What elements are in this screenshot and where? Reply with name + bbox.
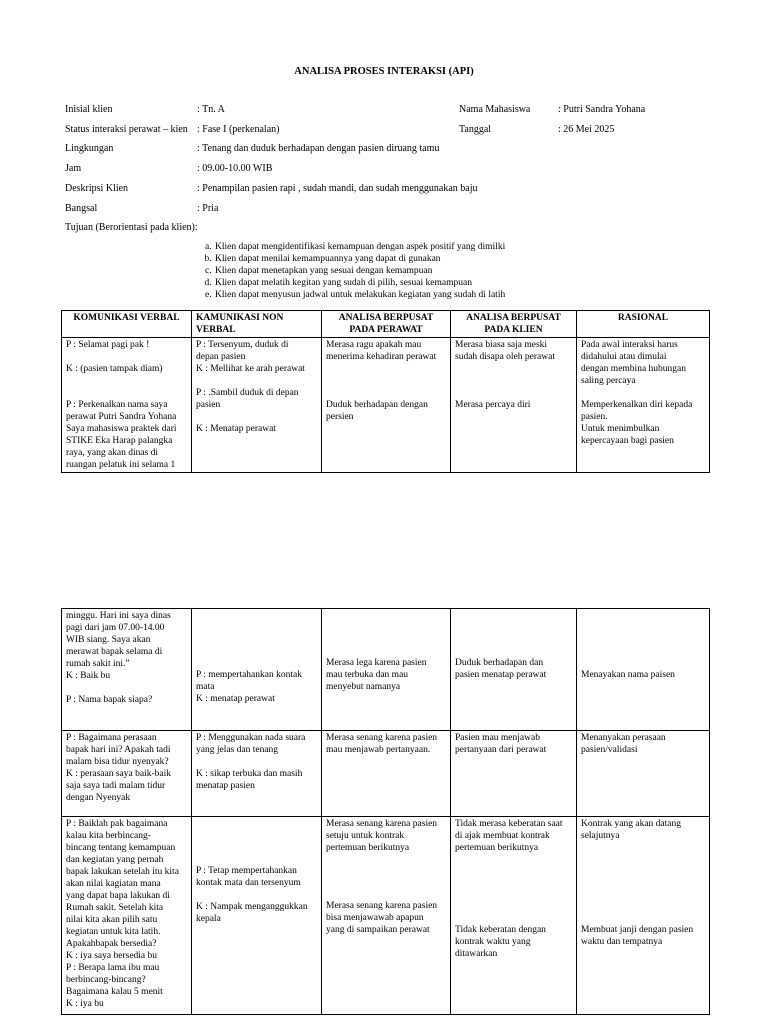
cell-line: pasien. [581,412,608,422]
cell-line: P : Tetap mempertahankan [196,866,297,876]
cell-line: Pasien mau menjawab [455,733,540,743]
cell-line: Merasa senang karena pasien [326,901,438,911]
cell-line: Menayakan nama paisen [581,670,675,680]
cell-line: menerima kehadiran perawat [326,352,437,362]
cell-rasional [577,731,710,817]
cell-line: Bagaimana kalau 5 menit [66,987,163,997]
cell-line [66,682,187,694]
header-nonverbal: KAMUNIKASI NON VERBAL [192,311,322,338]
cell-line: yang di sampaikan perawat [326,925,430,935]
cell-rasional-content [581,669,705,681]
cell-line: K : perasaan saya baik-baik [66,769,171,779]
cell-nonverbal [192,731,322,817]
cell-line: menyebut namanya [326,682,401,692]
cell-line: Duduk berhadapan dengan [326,400,428,410]
cell-line [455,387,572,399]
cell-analisa-perawat [322,817,451,1015]
cell-analisa-perawat [322,338,451,473]
table-row [62,338,710,473]
header-verbal: KOMUNIKASI VERBAL [62,311,192,338]
cell-verbal [62,731,192,817]
goal-item: e. Klien dapat menyusun jadwal untuk melakukan kegiatan yang sudah di latih [214,289,505,301]
cell-line: P : Berapa lama ibu mau [66,963,160,973]
info-value: : Fase I (perkenalan) [197,124,280,135]
cell-analisa-klien-top [455,818,572,854]
cell-line: K : (pasien tampak diam) [66,364,163,374]
cell-line: P : Perkenalkan nama saya [66,400,168,410]
cell-nonverbal [192,609,322,731]
info-label: Status interaksi perawat – kien [65,124,188,135]
cell-line: K : iya saya bersedia bu [66,951,158,961]
header-analisa-perawat: ANALISA BERPUSAT PADA PERAWAT [322,311,451,338]
cell-rasional [577,817,710,1015]
cell-line: Duduk berhadapan dan [455,658,544,668]
cell-rasional-bottom [581,924,705,948]
cell-line [66,387,187,399]
cell-line: menatap pasien [196,781,255,791]
cell-line: kegiatan untuk kita latih. [66,927,161,937]
info-value: : 26 Mei 2025 [558,124,615,135]
info-value: : Putri Sandra Yohana [558,104,646,115]
cell-line: P : Selamat pagi pak ! [66,340,150,350]
cell-line: merawat bapak selama di [66,647,163,657]
cell-line: dengan Nyenyak [66,793,131,803]
info-value: : Tenang dan duduk berhadapan dengan pasien diruang tamu [197,143,440,154]
page-title: ANALISA PROSES INTERAKSI (API) [294,66,474,77]
cell-line: dan kegiatan yang pernah [66,855,164,865]
cell-verbal [62,609,192,731]
cell-line: P : Menggunakan nada suara [196,733,306,743]
cell-nonverbal [192,817,322,1015]
cell-line: ruangan pelatuk ini selama 1 [66,460,176,470]
goals-list [200,241,505,301]
cell-analisa-klien [451,609,577,731]
cell-line: P : Nama bapak siapa? [66,695,153,705]
cell-line: K : Baik bu [66,671,111,681]
cell-line: P : mempertahankan kontak [196,670,302,680]
cell-line: setuju untuk kontrak [326,831,405,841]
cell-line: P : Tersenyum, duduk di [196,340,289,350]
cell-line: depan pasien [196,352,246,362]
cell-line: Rumah sakit. Setelah kita [66,903,164,913]
cell-line: K : Nampak menganggukkan [196,902,308,912]
cell-line: persien [326,412,354,422]
cell-line: waktu dan tempatnya [581,937,663,947]
cell-line: Saya mahasiswa praktek dari [66,424,177,434]
goals-label: Tujuan (Berorientasi pada klien): [65,222,198,233]
cell-line: K : menatap perawat [196,694,275,704]
cell-line [581,387,705,399]
cell-line: K : Menatap perawat [196,424,276,434]
cell-line: Merasa ragu apakah mau [326,340,422,350]
cell-line: minggu. Hari ini saya dinas [66,611,171,621]
cell-line: pagi dari jam 07.00-14.00 [66,623,165,633]
cell-line: pasien menatap perawat [455,670,547,680]
cell-line: mau terbuka dan mau [326,670,409,680]
header-rasional: RASIONAL [577,311,710,338]
cell-line: selajutnya [581,831,620,841]
cell-analisa-perawat [322,731,451,817]
cell-line: Untuk menimbulkan [581,424,660,434]
cell-analisa-perawat-bottom [326,900,446,936]
cell-line: Merasa percaya diri [455,400,531,410]
cell-rasional [577,609,710,731]
cell-line: pertanyaan dari perawat [455,745,547,755]
cell-line: mau menjawab pertanyaan. [326,745,431,755]
info-label: Jam [65,163,82,174]
cell-rasional-top [581,818,705,842]
info-value: : Tn. A [197,104,225,115]
cell-line: Apakahbapak bersedia? [66,939,157,949]
goal-item: d. Klien dapat melatih kegitan yang sudah di pilih, sesuai kemampuan [214,277,505,289]
cell-line: rumah sakit ini.” [66,659,130,669]
cell-line: Tidak keberatan dengan [455,925,546,935]
cell-line: Tidak merasa keberatan saat [455,819,563,829]
info-label: Lingkungan [65,143,114,154]
goal-item: a. Klien dapat mengidentifikasi kemampuan dengan aspek positif yang dimilki [214,241,505,253]
cell-verbal [62,817,192,1015]
cell-analisa-klien [451,731,577,817]
cell-analisa-klien [451,817,577,1015]
cell-line: pasien [196,400,221,410]
cell-line: Pada awal interaksi harus [581,340,678,350]
cell-verbal [62,338,192,473]
table-header-row [62,311,710,338]
cell-line: Membuat janji dengan pasien [581,925,694,935]
cell-line: nilai kita akan pilih satu [66,915,158,925]
goal-item: c. Klien dapat menetapkan yang sesuai dengan kemampuan [214,265,505,277]
cell-analisa-perawat-content [326,657,446,693]
cell-line: malam bisa tidur nyenyak? [66,757,169,767]
cell-line [196,411,317,423]
cell-line: akan nilai kagiatan mana [66,879,161,889]
cell-line [66,351,187,363]
cell-line [196,889,317,901]
cell-analisa-klien-content [455,657,572,681]
cell-line [196,756,317,768]
cell-line: yang dapat bapa lakukan di [66,891,170,901]
info-value: : Penampilan pasien rapi , sudah mandi, dan sudah menggunakan baju [197,183,478,194]
cell-nonverbal [192,338,322,473]
cell-line [326,375,446,387]
cell-line: sudah disapa oleh perawat [455,352,555,362]
cell-line: pasien/validasi [581,745,638,755]
cell-line: kepercayaan bagi pasien [581,436,674,446]
cell-line [326,363,446,375]
cell-line: dengan membina hubungan [581,364,687,374]
cell-analisa-klien [451,338,577,473]
cell-line: P : Bagaimana perasaan [66,733,157,743]
cell-analisa-klien-bottom [455,924,572,960]
goal-item: b. Klien dapat menilai kemampuannya yang dapat di gunakan [214,253,505,265]
info-label: Deskripsi Klien [65,183,129,194]
cell-line: P : Baiklah pak bagaimana [66,819,168,829]
cell-line: K : Mellihat ke arah perawat [196,364,305,374]
header-analisa-klien: ANALISA BERPUSAT PADA KLIEN [451,311,577,338]
cell-line: kontrak waktu yang [455,937,531,947]
cell-line: bincang tentang kemampuan [66,843,176,853]
cell-line: kontak mata dan tersenyum [196,878,301,888]
info-label: Bangsal [65,203,98,214]
cell-line: kalau kita berbincang- [66,831,151,841]
info-label: Inisial klien [65,104,113,115]
cell-line: Merasa lega karena pasien [326,658,427,668]
cell-analisa-perawat-top [326,818,446,854]
cell-line: bapak hari ini? Apakah tadi [66,745,171,755]
cell-line: yang jelas dan tenang [196,745,279,755]
api-table-part-2 [61,608,710,1015]
cell-line: pertemuan berikutnya [455,843,539,853]
cell-line: ditawarkan [455,949,498,959]
cell-nonverbal-content [196,865,317,925]
table-row [62,609,710,731]
info-value: : Pria [197,203,219,214]
cell-line: mata [196,682,215,692]
cell-line: P : .Sambil duduk di depan [196,388,299,398]
cell-line: STIKE Eka Harap palangka [66,436,173,446]
cell-line [455,363,572,375]
cell-nonverbal-content [196,669,317,705]
cell-line [455,375,572,387]
cell-line: saling percaya [581,376,636,386]
api-table-part-1 [61,310,710,473]
cell-line: WIB siang. Saya akan [66,635,151,645]
cell-line: pertemuan berikutnya [326,843,410,853]
cell-line: Merasa biasa saja meski [455,340,548,350]
info-label: Nama Mahasiswa [459,104,531,115]
info-value: : 09.00-10.00 WIB [197,163,273,174]
cell-line: bisa menjawawab apapun [326,913,424,923]
cell-line: Merasa senang karena pasien [326,819,438,829]
info-label: Tanggal [459,124,492,135]
cell-line: berbincang-bincang? [66,975,146,985]
cell-line: Menanyakan perasaan [581,733,666,743]
cell-line [196,375,317,387]
table-row [62,817,710,1015]
cell-line: kepala [196,914,221,924]
cell-analisa-perawat [322,609,451,731]
cell-line: raya, yang akan dinas di [66,448,159,458]
table-row [62,731,710,817]
cell-line: Memperkenalkan diri kepada [581,400,693,410]
cell-line: didahului atau dimulai [581,352,667,362]
cell-line [66,375,187,387]
cell-line: perawat Putri Sandra Yohana [66,412,177,422]
cell-line [326,387,446,399]
cell-line: di ajak membuat kontrak [455,831,550,841]
cell-rasional [577,338,710,473]
cell-line: K : iya bu [66,999,104,1009]
cell-line: bapak lakukan setelah itu kita [66,867,179,877]
cell-line: Merasa senang karena pasien [326,733,438,743]
cell-line: saja saya tadi malam tidur [66,781,166,791]
cell-line: K : sikap terbuka dan masih [196,769,303,779]
cell-line: Kontrak yang akan datang [581,819,681,829]
